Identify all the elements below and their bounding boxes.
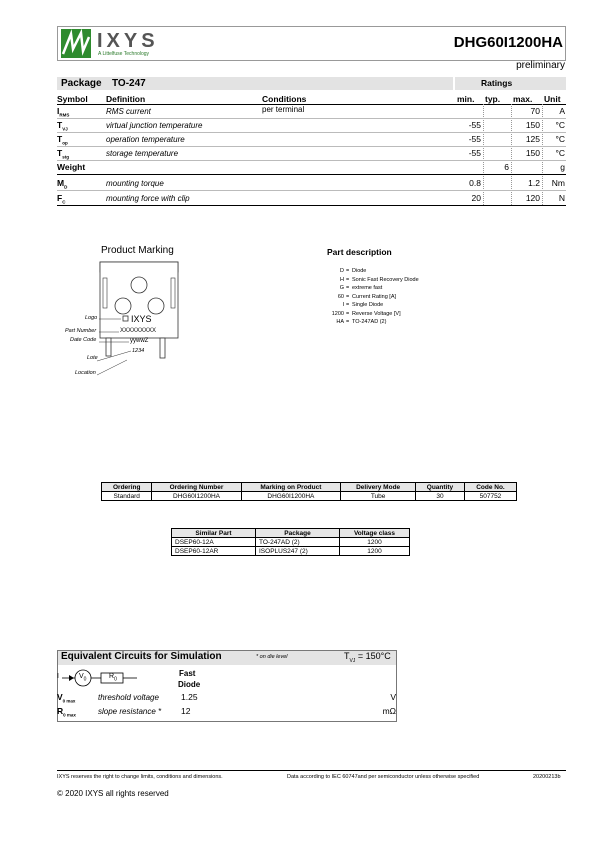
eq-description: threshold voltage	[98, 693, 159, 702]
part-code-desc: Single Diode	[352, 302, 384, 308]
ordering-cell: 30	[416, 492, 465, 501]
rating-unit: A	[559, 106, 565, 116]
label-lote: Lote	[87, 355, 98, 361]
rating-definition: mounting force with clip	[106, 194, 190, 203]
equivalent-circuits-title: Equivalent Circuits for Simulation	[61, 651, 222, 662]
part-code-desc: extreme fast	[352, 285, 383, 291]
eq-symbol: $V_{0 max}$	[57, 692, 76, 704]
similar-cell: DSEP60-12A	[172, 538, 256, 547]
ordering-cell: Tube	[341, 492, 416, 501]
rating-min: -55	[468, 120, 481, 130]
rating-definition: RMS current	[106, 107, 151, 116]
brand-name: IXYS	[97, 30, 159, 52]
col-head-diode: Diode	[178, 680, 201, 689]
ordering-header: Marking on Product	[241, 483, 341, 492]
ordering-header: Quantity	[416, 483, 465, 492]
eq-unit: mΩ	[382, 706, 396, 716]
col-unit: Unit	[544, 94, 561, 104]
col-typ: typ.	[485, 94, 501, 104]
rating-min: -55	[468, 134, 481, 144]
part-code: 60	[337, 293, 344, 300]
part-description-title: Part description	[327, 247, 392, 257]
rating-unit: °C	[555, 148, 565, 158]
similar-cell: ISOPLUS247 (2)	[256, 547, 340, 556]
brand-subtitle: A Littelfuse Technology	[98, 51, 150, 57]
part-code-equals: =	[346, 319, 350, 325]
similar-cell: DSEP60-12AR	[172, 547, 256, 556]
rating-definition: storage temperature	[106, 149, 179, 158]
col-max: max.	[513, 94, 533, 104]
ordering-cell: Standard	[102, 492, 152, 501]
part-code: G	[339, 285, 344, 291]
part-code-desc: Sonic Fast Recovery Diode	[352, 276, 419, 283]
ordering-header: Code No.	[464, 483, 516, 492]
ordering-cell: DHG60I1200HA	[241, 492, 341, 501]
part-code: D	[340, 268, 344, 274]
part-code: 1200	[331, 310, 344, 317]
similar-part-table	[171, 528, 410, 556]
col-min: min.	[457, 94, 475, 104]
similar-cell: 1200	[340, 538, 410, 547]
part-code-equals: =	[346, 268, 350, 274]
similar-header: Package	[256, 529, 340, 538]
product-marking-title: Product Marking	[101, 245, 174, 256]
col-symbol: Symbol	[57, 94, 88, 104]
rating-symbol: $I_{RMS}$	[57, 106, 70, 118]
rating-max: 125	[525, 134, 540, 144]
status-label: preliminary	[516, 60, 565, 71]
label-location: Location	[75, 370, 96, 376]
label-part-number: Part Number	[65, 328, 97, 334]
part-code: HA	[336, 319, 344, 325]
rating-min: -55	[468, 148, 481, 158]
part-code-equals: =	[346, 293, 350, 300]
rating-symbol: $M_D$	[57, 178, 68, 190]
eq-symbol: $R_{0 max}$	[57, 706, 76, 718]
marking-logo-text: IXYS	[131, 314, 152, 324]
rating-symbol: Weight	[57, 162, 86, 172]
rating-definition: virtual junction temperature	[106, 121, 203, 130]
label-date-code: Date Code	[70, 337, 97, 343]
rating-typ: 6	[504, 162, 509, 172]
eq-value: 12	[181, 706, 191, 716]
rating-max: 70	[530, 106, 540, 116]
rating-unit: N	[558, 193, 565, 203]
part-code-desc: Diode	[352, 268, 367, 274]
similar-cell: 1200	[340, 547, 410, 556]
ordering-header: Ordering Number	[152, 483, 241, 492]
part-code: I	[342, 302, 344, 308]
footer-rule	[57, 770, 566, 771]
marking-drawing	[57, 258, 257, 388]
part-code-desc: TO-247AD (2)	[352, 319, 387, 325]
ordering-cell: DHG60I1200HA	[152, 492, 241, 501]
eq-unit: V	[390, 692, 396, 702]
part-code-equals: =	[346, 302, 350, 308]
ordering-table	[101, 482, 517, 501]
ordering-cell: 507752	[464, 492, 516, 501]
rating-condition: per terminal	[262, 105, 305, 114]
rating-unit: Nm	[551, 178, 565, 188]
package-value: TO-247	[112, 78, 146, 89]
marking-part-text: XXXXXXXXX	[120, 328, 157, 334]
rating-definition: operation temperature	[106, 135, 185, 144]
eq-description: slope resistance *	[98, 707, 162, 716]
die-level-note: * on die level	[256, 654, 288, 660]
rating-max: 150	[525, 120, 540, 130]
footer-doc-code: 20200213b	[533, 774, 561, 780]
part-code-equals: =	[346, 285, 350, 291]
ratings-label: Ratings	[481, 78, 513, 88]
rating-unit: °C	[555, 120, 565, 130]
ixys-logo-icon	[61, 29, 91, 58]
rating-definition: mounting torque	[106, 179, 164, 188]
circuit-current-label: I	[57, 673, 59, 680]
footer-disclaimer: IXYS reserves the right to change limits, conditions and dimensions.	[57, 774, 223, 780]
marking-lot-text: 1234	[132, 348, 145, 354]
ordering-header: Ordering	[102, 483, 152, 492]
rating-symbol: $T_{stg}$	[57, 148, 69, 160]
table-row	[102, 492, 517, 501]
part-code-desc: Current Rating [A]	[352, 293, 397, 300]
part-code-equals: =	[346, 276, 350, 283]
col-head-fast: Fast	[179, 669, 196, 678]
part-code: H	[340, 276, 344, 283]
similar-cell: TO-247AD (2)	[256, 538, 340, 547]
rating-unit: °C	[555, 134, 565, 144]
table-row	[172, 547, 410, 556]
rating-max: 150	[525, 148, 540, 158]
circuit-voltage-label: $V_0$	[79, 673, 87, 683]
part-number-title: DHG60I1200HA	[453, 34, 563, 51]
marking-date-text: yywwZ	[130, 338, 149, 344]
table-row	[172, 538, 410, 547]
rating-symbol: $F_C$	[57, 193, 66, 205]
label-logo: Logo	[85, 315, 98, 321]
footer-copyright: © 2020 IXYS all rights reserved	[57, 789, 169, 798]
temp-condition: $T_{VJ} = 150^\circ C$	[344, 651, 391, 664]
similar-header: Similar Part	[172, 529, 256, 538]
rating-min: 20	[471, 193, 481, 203]
rating-symbol: $T_{op}$	[57, 134, 68, 146]
rating-max: 1.2	[528, 178, 540, 188]
col-definition: Definition	[106, 94, 146, 104]
footer-standard-note: Data according to IEC 60747and per semiconductor unless otherwise specified	[287, 774, 480, 780]
circuit-resistance-label: $R_0$	[109, 673, 117, 683]
rating-symbol: $T_{VJ}$	[57, 120, 68, 132]
part-code-equals: =	[346, 310, 350, 317]
rating-min: 0.8	[469, 178, 481, 188]
rating-unit: g	[560, 162, 565, 172]
col-conditions: Conditions	[262, 94, 307, 104]
similar-header: Voltage class	[340, 529, 410, 538]
package-label: Package	[61, 78, 102, 89]
ordering-header: Delivery Mode	[341, 483, 416, 492]
eq-value: 1.25	[181, 692, 198, 702]
rating-max: 120	[525, 193, 540, 203]
part-code-desc: Reverse Voltage [V]	[352, 310, 401, 317]
